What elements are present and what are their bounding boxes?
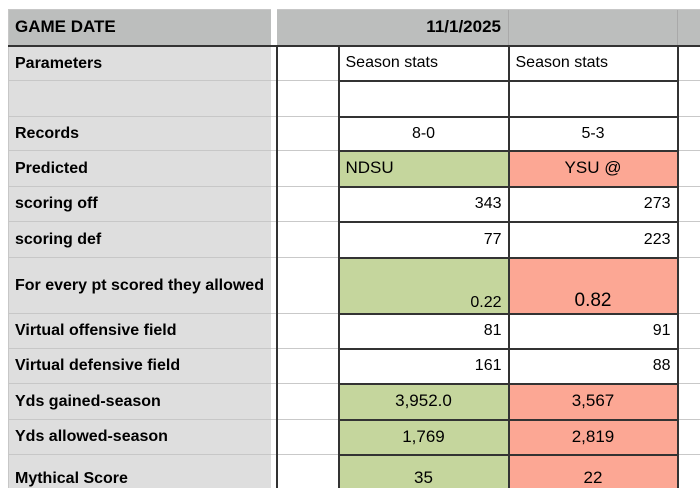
col-e-cell[interactable] <box>678 117 700 151</box>
label-cell[interactable]: Parameters <box>9 46 271 81</box>
team1-value-cell[interactable]: 81 <box>339 314 509 349</box>
team1-value-cell[interactable]: 1,769 <box>339 420 509 455</box>
label-cell[interactable]: scoring def <box>9 222 271 258</box>
col-b-cell[interactable] <box>277 222 339 258</box>
col-e-cell[interactable] <box>678 81 700 117</box>
team1-value-cell[interactable]: 343 <box>339 187 509 222</box>
label-cell[interactable]: Predicted <box>9 151 271 187</box>
game-date-value-cell[interactable]: 11/1/2025 <box>339 10 509 46</box>
table-row-scoring-off <box>9 187 700 222</box>
team2-value-cell[interactable]: 0.82 <box>509 258 678 314</box>
label-cell[interactable] <box>9 81 271 117</box>
col-b-cell[interactable] <box>277 46 339 81</box>
table-row-pt-ratio <box>9 258 700 314</box>
header-d-cell[interactable] <box>509 10 678 46</box>
team1-value-cell[interactable]: 161 <box>339 349 509 384</box>
team2-value-cell[interactable]: 5-3 <box>509 117 678 151</box>
header-b-cell[interactable] <box>277 10 339 46</box>
team2-value-cell[interactable]: 2,819 <box>509 420 678 455</box>
col-b-cell[interactable] <box>277 81 339 117</box>
col-b-cell[interactable] <box>277 187 339 222</box>
col-e-cell[interactable] <box>678 314 700 349</box>
team2-value-cell[interactable]: 88 <box>509 349 678 384</box>
team2-value-cell[interactable]: 22 <box>509 455 678 488</box>
label-cell[interactable]: scoring off <box>9 187 271 222</box>
table-row-parameters <box>9 46 700 81</box>
table-row-mythical-score <box>9 455 700 488</box>
header-row <box>9 10 700 46</box>
table-row-empty <box>9 81 700 117</box>
team1-value-cell[interactable] <box>339 81 509 117</box>
team1-value-cell[interactable]: 0.22 <box>339 258 509 314</box>
col-e-cell[interactable] <box>678 258 700 314</box>
team1-value-cell[interactable]: 35 <box>339 455 509 488</box>
label-cell[interactable]: Virtual offensive field <box>9 314 271 349</box>
label-cell[interactable]: Mythical Score <box>9 455 271 488</box>
col-e-cell[interactable] <box>678 420 700 455</box>
col-b-cell[interactable] <box>277 420 339 455</box>
table-row-yds-allowed <box>9 420 700 455</box>
team2-value-cell[interactable] <box>509 81 678 117</box>
label-cell[interactable]: Yds allowed-season <box>9 420 271 455</box>
team1-value-cell[interactable]: Season stats <box>339 46 509 81</box>
col-b-cell[interactable] <box>277 314 339 349</box>
col-b-cell[interactable] <box>277 349 339 384</box>
col-e-cell[interactable] <box>678 349 700 384</box>
col-b-cell[interactable] <box>277 151 339 187</box>
table-row-records <box>9 117 700 151</box>
team1-value-cell[interactable]: 3,952.0 <box>339 384 509 420</box>
team2-value-cell[interactable]: 223 <box>509 222 678 258</box>
team2-value-cell[interactable]: 273 <box>509 187 678 222</box>
team2-value-cell[interactable]: YSU @ <box>509 151 678 187</box>
col-e-cell[interactable] <box>678 222 700 258</box>
label-cell[interactable]: Records <box>9 117 271 151</box>
col-e-cell[interactable] <box>678 151 700 187</box>
team2-value-cell[interactable]: 91 <box>509 314 678 349</box>
label-cell[interactable]: Yds gained-season <box>9 384 271 420</box>
col-e-cell[interactable] <box>678 384 700 420</box>
col-e-cell[interactable] <box>678 46 700 81</box>
stats-table <box>8 9 700 488</box>
table-row-predicted <box>9 151 700 187</box>
team1-value-cell[interactable]: 8-0 <box>339 117 509 151</box>
table-row-virtual-defensive <box>9 349 700 384</box>
table-row-yds-gained <box>9 384 700 420</box>
label-cell[interactable]: Virtual defensive field <box>9 349 271 384</box>
table-row-scoring-def <box>9 222 700 258</box>
team1-value-cell[interactable]: 77 <box>339 222 509 258</box>
team1-value-cell[interactable]: NDSU <box>339 151 509 187</box>
team2-value-cell[interactable]: Season stats <box>509 46 678 81</box>
game-date-header-cell[interactable]: GAME DATE <box>9 10 271 46</box>
table-row-virtual-offensive <box>9 314 700 349</box>
col-b-cell[interactable] <box>277 455 339 488</box>
team2-value-cell[interactable]: 3,567 <box>509 384 678 420</box>
col-e-cell[interactable] <box>678 187 700 222</box>
col-b-cell[interactable] <box>277 384 339 420</box>
col-b-cell[interactable] <box>277 117 339 151</box>
label-cell[interactable]: For every pt scored they allowed <box>9 258 271 314</box>
header-e-cell[interactable] <box>678 10 700 46</box>
col-b-cell[interactable] <box>277 258 339 314</box>
col-e-cell[interactable] <box>678 455 700 488</box>
